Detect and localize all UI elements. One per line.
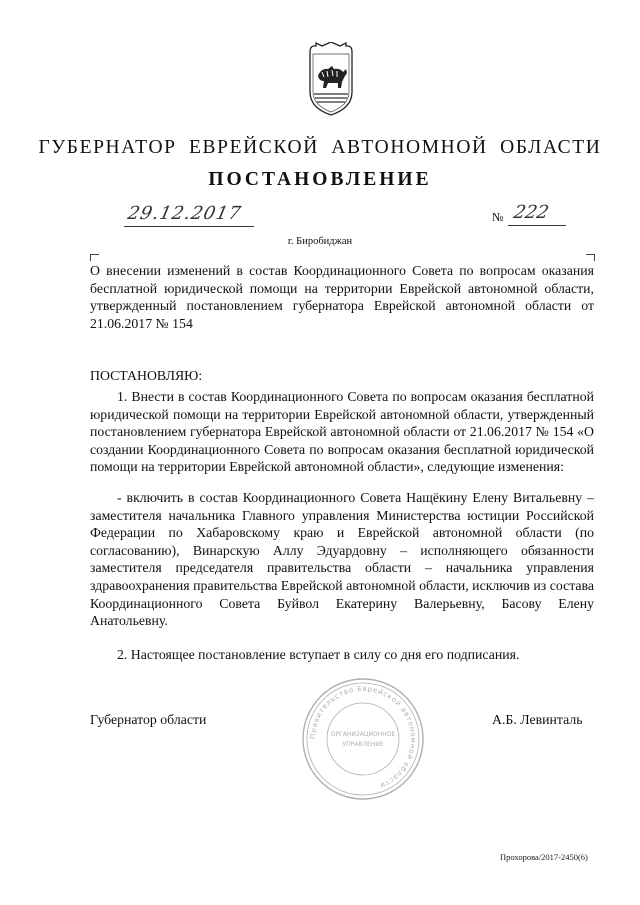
subject-corner-right (586, 254, 595, 261)
number-underline (508, 225, 566, 226)
decree-word: ПОСТАНОВЛЯЮ: (90, 368, 203, 383)
footer-reference: Прохорова/2017-2450(6) (500, 852, 588, 862)
organization-title: ГУБЕРНАТОР ЕВРЕЙСКОЙ АВТОНОМНОЙ ОБЛАСТИ (38, 137, 602, 158)
svg-text:УПРАВЛЕНИЕ: УПРАВЛЕНИЕ (342, 741, 384, 748)
city-label: г. Биробиджан (287, 236, 353, 247)
number-label: № (492, 210, 504, 224)
svg-text:ОРГАНИЗАЦИОННОЕ: ОРГАНИЗАЦИОННОЕ (330, 731, 396, 738)
date-underline (124, 226, 254, 227)
official-seal-icon (300, 676, 426, 802)
document-subject: О внесении изменений в состав Координационного Совета по вопросам оказания бесплатной юридической помощи на территории Еврейской автономной области, утвержденный постановлением губернатора Еврейской автономной области от 21.06.2017 № 154 (90, 263, 594, 331)
svg-text:Правительство Еврейской автоно: Правительство Еврейской автономной области (308, 684, 418, 790)
paragraph-1: 1. Внести в состав Координационного Совета по вопросам оказания бесплатной юридической помощи на территории Еврейской автономной области, утвержденный постановлением губернатора Еврейской автономной области от 21.06.2017 № 154 «О создании Координационного Совета по вопросам оказания бесплатной юридической помощи на территории Еврейской автономной области», следующие изменения: (90, 389, 594, 475)
number-handwritten: 222 (511, 202, 551, 223)
signer-role: Губернатор области (90, 712, 207, 727)
date-handwritten: 29.12.2017 (125, 203, 244, 224)
coat-of-arms-icon (306, 42, 356, 116)
document-date (124, 205, 256, 227)
document-number (508, 204, 568, 226)
subject-corner-left (90, 254, 99, 261)
paragraph-2: 2. Настоящее постановление вступает в силу со дня его подписания. (117, 647, 520, 662)
paragraph-1-bullet: - включить в состав Координационного Совета Нащёкину Елену Витальевну – заместителя начальника Главного управления Министерства юстиции Российской Федерации по Хабаровскому краю и Еврейской автономной области (по согласованию), Винарскую Аллу Эдуардовну – исполняющего обязанности заместителя председателя правительства области – начальника управления здравоохранения правительства Еврейской автономной области, исключив из состава Координационного Совета Буйвол Екатерину Валерьевну, Басову Елену Анатольевну. (90, 490, 594, 629)
document-type-title: ПОСТАНОВЛЕНИЕ (208, 169, 432, 190)
signer-name: А.Б. Левинталь (492, 712, 583, 727)
